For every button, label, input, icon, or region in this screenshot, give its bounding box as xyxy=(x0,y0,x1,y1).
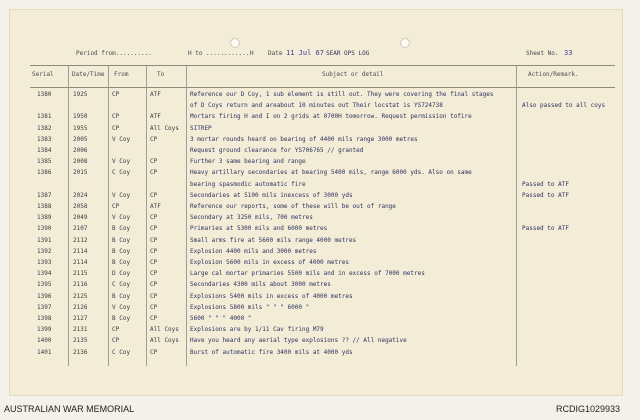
period-to-dots: ............ xyxy=(206,50,250,57)
from-cell: V Coy xyxy=(112,158,131,166)
from-cell: C Coy xyxy=(112,348,131,356)
serial-cell: 1385 xyxy=(37,158,52,166)
from-cell: CP xyxy=(112,337,120,345)
to-cell: CP xyxy=(150,315,158,322)
punch-hole xyxy=(230,38,240,48)
log-row xyxy=(10,325,622,336)
footer-id: RCDIG1029933 xyxy=(556,404,621,414)
from-cell: B Coy xyxy=(112,292,131,300)
log-row xyxy=(10,90,622,101)
subject-cell: of D Coys return and areabout 10 minutes out Their locstat is YS724738 xyxy=(190,102,443,110)
serial-cell: 1394 xyxy=(37,270,52,278)
subject-cell: Heavy artillary secondaries at bearing 5400 mils, range 6000 yds. Also on same xyxy=(190,169,472,177)
to-cell: CP xyxy=(150,281,158,289)
col-to: To xyxy=(157,71,165,78)
log-row xyxy=(10,213,622,224)
serial-cell: 1401 xyxy=(37,348,52,356)
time-cell: 2006 xyxy=(73,147,88,154)
punch-hole xyxy=(400,38,410,48)
log-row xyxy=(10,157,622,168)
col-from: From xyxy=(114,71,129,78)
col-action: Action/Remark. xyxy=(528,71,579,78)
log-row xyxy=(10,258,622,269)
serial-cell: 1400 xyxy=(37,337,52,345)
subject-cell: Mortars firing H and I on 2 grids at 0700H tomorrow. Request permission tofire xyxy=(190,113,472,121)
log-title: SEAR OPS LOG xyxy=(326,50,370,57)
to-cell: All Coys xyxy=(150,326,179,334)
from-cell: B Coy xyxy=(112,247,131,255)
time-cell: 2005 xyxy=(73,135,88,143)
subject-cell: Secondaries at 5100 mils inexcess of 3000 yds xyxy=(190,191,353,199)
log-row xyxy=(10,292,622,303)
remark-cell: Also passed to all coys xyxy=(522,102,606,110)
from-cell: V Coy xyxy=(112,303,131,311)
from-cell: CP xyxy=(112,326,120,334)
to-cell: ATF xyxy=(150,91,161,98)
log-sheet xyxy=(10,10,622,395)
from-cell: CP xyxy=(112,113,120,121)
serial-cell: 1397 xyxy=(37,303,52,311)
log-row xyxy=(10,146,622,157)
serial-cell: 1395 xyxy=(37,281,52,289)
log-row xyxy=(10,314,622,325)
log-row xyxy=(10,135,622,146)
subject-cell: Secondary at 3250 mils, 700 metres xyxy=(190,214,313,222)
log-row xyxy=(10,303,622,314)
from-cell: CP xyxy=(112,203,120,210)
serial-cell: 1393 xyxy=(37,259,52,266)
serial-cell: 1382 xyxy=(37,124,52,132)
time-cell: 2135 xyxy=(73,337,88,345)
subject-cell: Primaries at 5300 mils and 6000 metres xyxy=(190,225,328,233)
log-row xyxy=(10,280,622,291)
from-cell: C Coy xyxy=(112,169,131,177)
time-cell: 2008 xyxy=(73,158,88,166)
subject-cell: bearing spasmodic automatic fire xyxy=(190,180,306,188)
serial-cell: 1388 xyxy=(37,203,52,210)
serial-cell: 1398 xyxy=(37,315,52,322)
serial-cell: 1386 xyxy=(37,169,52,177)
period-h-label: H to xyxy=(188,50,203,57)
remark-cell: Passed to ATF xyxy=(522,180,569,188)
log-row xyxy=(10,269,622,280)
to-cell: CP xyxy=(150,292,158,300)
subject-cell: Explosion 4400 mils and 3000 metres xyxy=(190,247,317,255)
subject-cell: Explosions are by 1/11 Cav firing M79 xyxy=(190,326,324,334)
subject-cell: Further 3 same bearing and range xyxy=(190,158,306,166)
to-cell: CP xyxy=(150,191,158,199)
time-cell: 2114 xyxy=(73,247,88,255)
serial-cell: 1387 xyxy=(37,191,52,199)
from-cell: V Coy xyxy=(112,135,131,143)
to-cell: CP xyxy=(150,135,158,143)
to-cell: CP xyxy=(150,247,158,255)
serial-cell: 1391 xyxy=(37,236,52,244)
log-row xyxy=(10,236,622,247)
to-cell: CP xyxy=(150,303,158,311)
to-cell: CP xyxy=(150,225,158,233)
from-cell: CP xyxy=(112,124,120,132)
subject-cell: 3 mortar rounds heard on bearing of 4400 mils range 3000 metres xyxy=(190,135,418,143)
subject-cell: 5600 " " " 4000 " xyxy=(190,315,252,322)
remark-cell: Passed to ATF xyxy=(522,191,569,199)
period-h2-label: H xyxy=(250,50,254,57)
log-row xyxy=(10,168,622,179)
period-from-label: Period from.......... xyxy=(76,50,152,57)
remark-cell: Passed to ATF xyxy=(522,225,569,233)
subject-cell: Explosions 5400 mils in excess of 4000 metres xyxy=(190,292,353,300)
subject-cell: Burst of automatic fire 3400 mils at 4000 yds xyxy=(190,348,353,356)
time-cell: 2049 xyxy=(73,214,88,222)
from-cell: B Coy xyxy=(112,236,131,244)
date-label: Date xyxy=(268,50,283,57)
subject-cell: SITREP xyxy=(190,124,212,132)
from-cell: B Coy xyxy=(112,225,131,233)
column-headers xyxy=(10,67,622,85)
footer-credit: AUSTRALIAN WAR MEMORIAL xyxy=(4,404,135,414)
sheet-label: Sheet No. xyxy=(526,50,559,57)
time-cell: 2127 xyxy=(73,315,88,322)
subject-cell: Explosion 5600 mils in excess of 4000 metres xyxy=(190,259,349,266)
time-cell: 2107 xyxy=(73,225,88,233)
to-cell: ATF xyxy=(150,113,161,121)
from-cell: V Coy xyxy=(112,191,131,199)
from-cell: CP xyxy=(112,91,120,98)
from-cell: B Coy xyxy=(112,315,131,322)
to-cell: CP xyxy=(150,214,158,222)
log-row xyxy=(10,112,622,123)
to-cell: CP xyxy=(150,270,158,278)
subject-cell: Secondaries 4300 mils about 3000 metres xyxy=(190,281,331,289)
serial-cell: 1383 xyxy=(37,135,52,143)
time-cell: 2125 xyxy=(73,292,88,300)
header-bottom-rule xyxy=(30,87,615,88)
header-top-rule xyxy=(30,65,615,66)
log-row xyxy=(10,124,622,135)
to-cell: ATF xyxy=(150,203,161,210)
to-cell: CP xyxy=(150,259,158,266)
col-datetime: Date/Time xyxy=(72,71,105,78)
time-cell: 2131 xyxy=(73,326,88,334)
from-cell: C Coy xyxy=(112,281,131,289)
to-cell: All Coys xyxy=(150,337,179,345)
time-cell: 2015 xyxy=(73,169,88,177)
to-cell: CP xyxy=(150,158,158,166)
serial-cell: 1392 xyxy=(37,247,52,255)
time-cell: 2115 xyxy=(73,270,88,278)
time-cell: 1955 xyxy=(73,124,88,132)
time-cell: 2114 xyxy=(73,259,88,266)
from-cell: B Coy xyxy=(112,259,131,266)
time-cell: 2136 xyxy=(73,348,88,356)
to-cell: CP xyxy=(150,348,158,356)
subject-cell: Request ground clearance for YS706765 // granted xyxy=(190,147,364,154)
time-cell: 2116 xyxy=(73,281,88,289)
to-cell: CP xyxy=(150,236,158,244)
serial-cell: 1389 xyxy=(37,214,52,222)
time-cell: 2112 xyxy=(73,236,88,244)
col-serial: Serial xyxy=(32,71,54,78)
time-cell: 2024 xyxy=(73,191,88,199)
from-cell: V Coy xyxy=(112,214,131,222)
time-cell: 2126 xyxy=(73,303,88,311)
serial-cell: 1380 xyxy=(37,91,52,98)
time-cell: 1925 xyxy=(73,91,88,98)
to-cell: CP xyxy=(150,169,158,177)
serial-cell: 1384 xyxy=(37,147,52,154)
log-row xyxy=(10,247,622,258)
log-row xyxy=(10,336,622,347)
serial-cell: 1396 xyxy=(37,292,52,300)
col-subject: Subject or detail xyxy=(322,71,384,78)
date-value: 11 Jul 67 xyxy=(286,49,324,57)
subject-cell: Have you heard any aerial type explosions ?? // All negative xyxy=(190,337,407,345)
serial-cell: 1399 xyxy=(37,326,52,334)
log-row xyxy=(10,348,622,359)
subject-cell: Explosions 5800 mils " " " 6000 " xyxy=(190,303,310,311)
from-cell: D Coy xyxy=(112,270,131,278)
subject-cell: Large cal mortar primaries 5500 mils and in excess of 7000 metres xyxy=(190,270,425,278)
subject-cell: Reference our reports, some of these will be out of range xyxy=(190,203,396,210)
serial-cell: 1381 xyxy=(37,113,52,121)
sheet-value: 33 xyxy=(564,49,573,57)
to-cell: All Coys xyxy=(150,124,179,132)
subject-cell: Reference our D Coy, 1 sub element is still out. They were covering the final stages xyxy=(190,91,494,98)
subject-cell: Small arms fire at 5600 mils range 4000 metres xyxy=(190,236,357,244)
log-row xyxy=(10,202,622,213)
time-cell: 1950 xyxy=(73,113,88,121)
time-cell: 2058 xyxy=(73,203,88,210)
serial-cell: 1390 xyxy=(37,225,52,233)
